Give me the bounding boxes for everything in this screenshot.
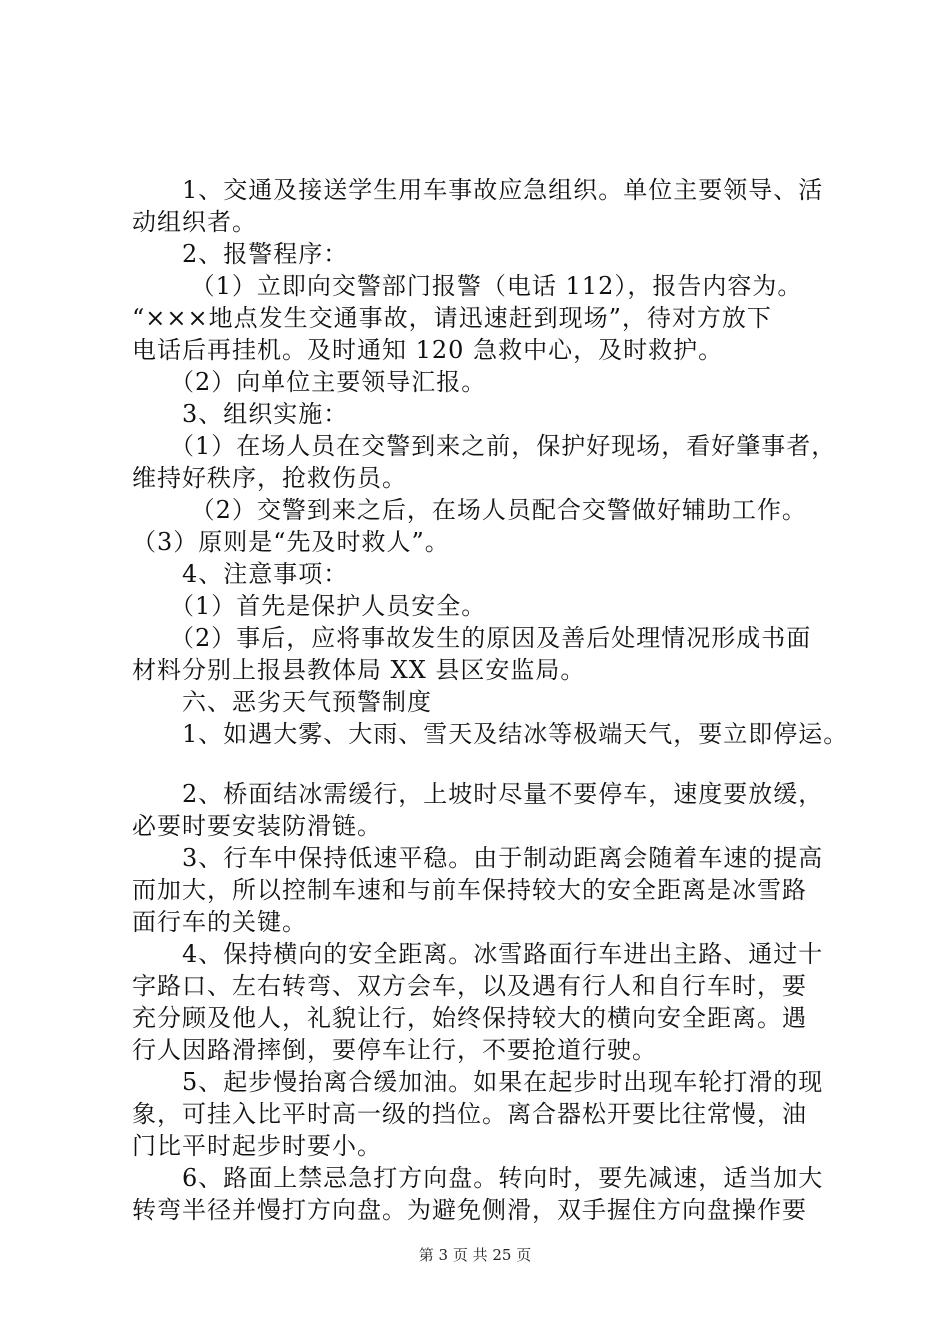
- text-line: 字路口、左右转弯、双方会车，以及遇有行人和自行车时，要: [132, 972, 807, 1000]
- text-block-after-gap: [132, 778, 832, 1226]
- text-line: （1）在场人员在交警到来之前，保护好现场，看好肇事者，: [132, 432, 837, 460]
- text-line: 4、保持横向的安全距离。冰雪路面行车进出主路、通过十: [132, 940, 824, 968]
- text-line: 必要时要安装防滑链。: [132, 812, 382, 840]
- text-line: 门比平时起步时要小。: [132, 1132, 382, 1160]
- paragraph-gap: [132, 750, 832, 778]
- text-line: 3、行车中保持低速平稳。由于制动距离会随着车速的提高: [132, 844, 824, 872]
- text-line: 行人因路滑摔倒，要停车让行，不要抢道行驶。: [132, 1036, 657, 1064]
- text-line: 维持好秩序，抢救伤员。: [132, 464, 407, 492]
- text-line: “×××地点发生交通事故，请迅速赶到现场”，待对方放下: [132, 304, 772, 332]
- text-line: （3）原则是“先及时救人”。: [132, 528, 450, 556]
- text-line: 象，可挂入比平时高一级的挡位。离合器松开要比往常慢，油: [132, 1100, 807, 1128]
- text-line: （1）立即向交警部门报警（电话 112），报告内容为。: [132, 272, 803, 300]
- text-line: 充分顾及他人，礼貌让行，始终保持较大的横向安全距离。遇: [132, 1004, 807, 1032]
- text-line: 材料分别上报县教体局 XX 县区安监局。: [132, 656, 586, 684]
- text-line: 1、如遇大雾、大雨、雪天及结冰等极端天气，要立即停运。: [132, 720, 849, 748]
- text-line: 2、报警程序：: [132, 240, 349, 268]
- text-line: 面行车的关键。: [132, 908, 307, 936]
- text-line: 动组织者。: [132, 208, 257, 236]
- text-line: 转弯半径并慢打方向盘。为避免侧滑，双手握住方向盘操作要: [132, 1196, 807, 1224]
- text-line: 而加大，所以控制车速和与前车保持较大的安全距离是冰雪路: [132, 876, 807, 904]
- text-line: 电话后再挂机。及时通知 120 急救中心，及时救护。: [132, 336, 724, 364]
- text-line: 4、注意事项：: [132, 560, 349, 588]
- text-line: （2）向单位主要领导汇报。: [132, 368, 487, 396]
- text-line: 5、起步慢抬离合缓加油。如果在起步时出现车轮打滑的现: [132, 1068, 824, 1096]
- text-line: 六、恶劣天气预警制度: [132, 688, 432, 716]
- text-line: （1）首先是保护人员安全。: [132, 592, 487, 620]
- text-block-before-gap: [132, 174, 849, 750]
- document-body: [132, 174, 849, 1226]
- text-line: 1、交通及接送学生用车事故应急组织。单位主要领导、活: [132, 176, 824, 204]
- text-line: 2、桥面结冰需缓行，上坡时尽量不要停车，速度要放缓，: [132, 780, 824, 808]
- text-line: 3、组织实施：: [132, 400, 349, 428]
- text-line: （2）事后，应将事故发生的原因及善后处理情况形成书面: [132, 624, 812, 652]
- text-line: （2）交警到来之后，在场人员配合交警做好辅助工作。: [132, 496, 807, 524]
- text-line: 6、路面上禁忌急打方向盘。转向时，要先减速，适当加大: [132, 1164, 824, 1192]
- page-footer: 第 3 页 共 25 页: [418, 1246, 532, 1264]
